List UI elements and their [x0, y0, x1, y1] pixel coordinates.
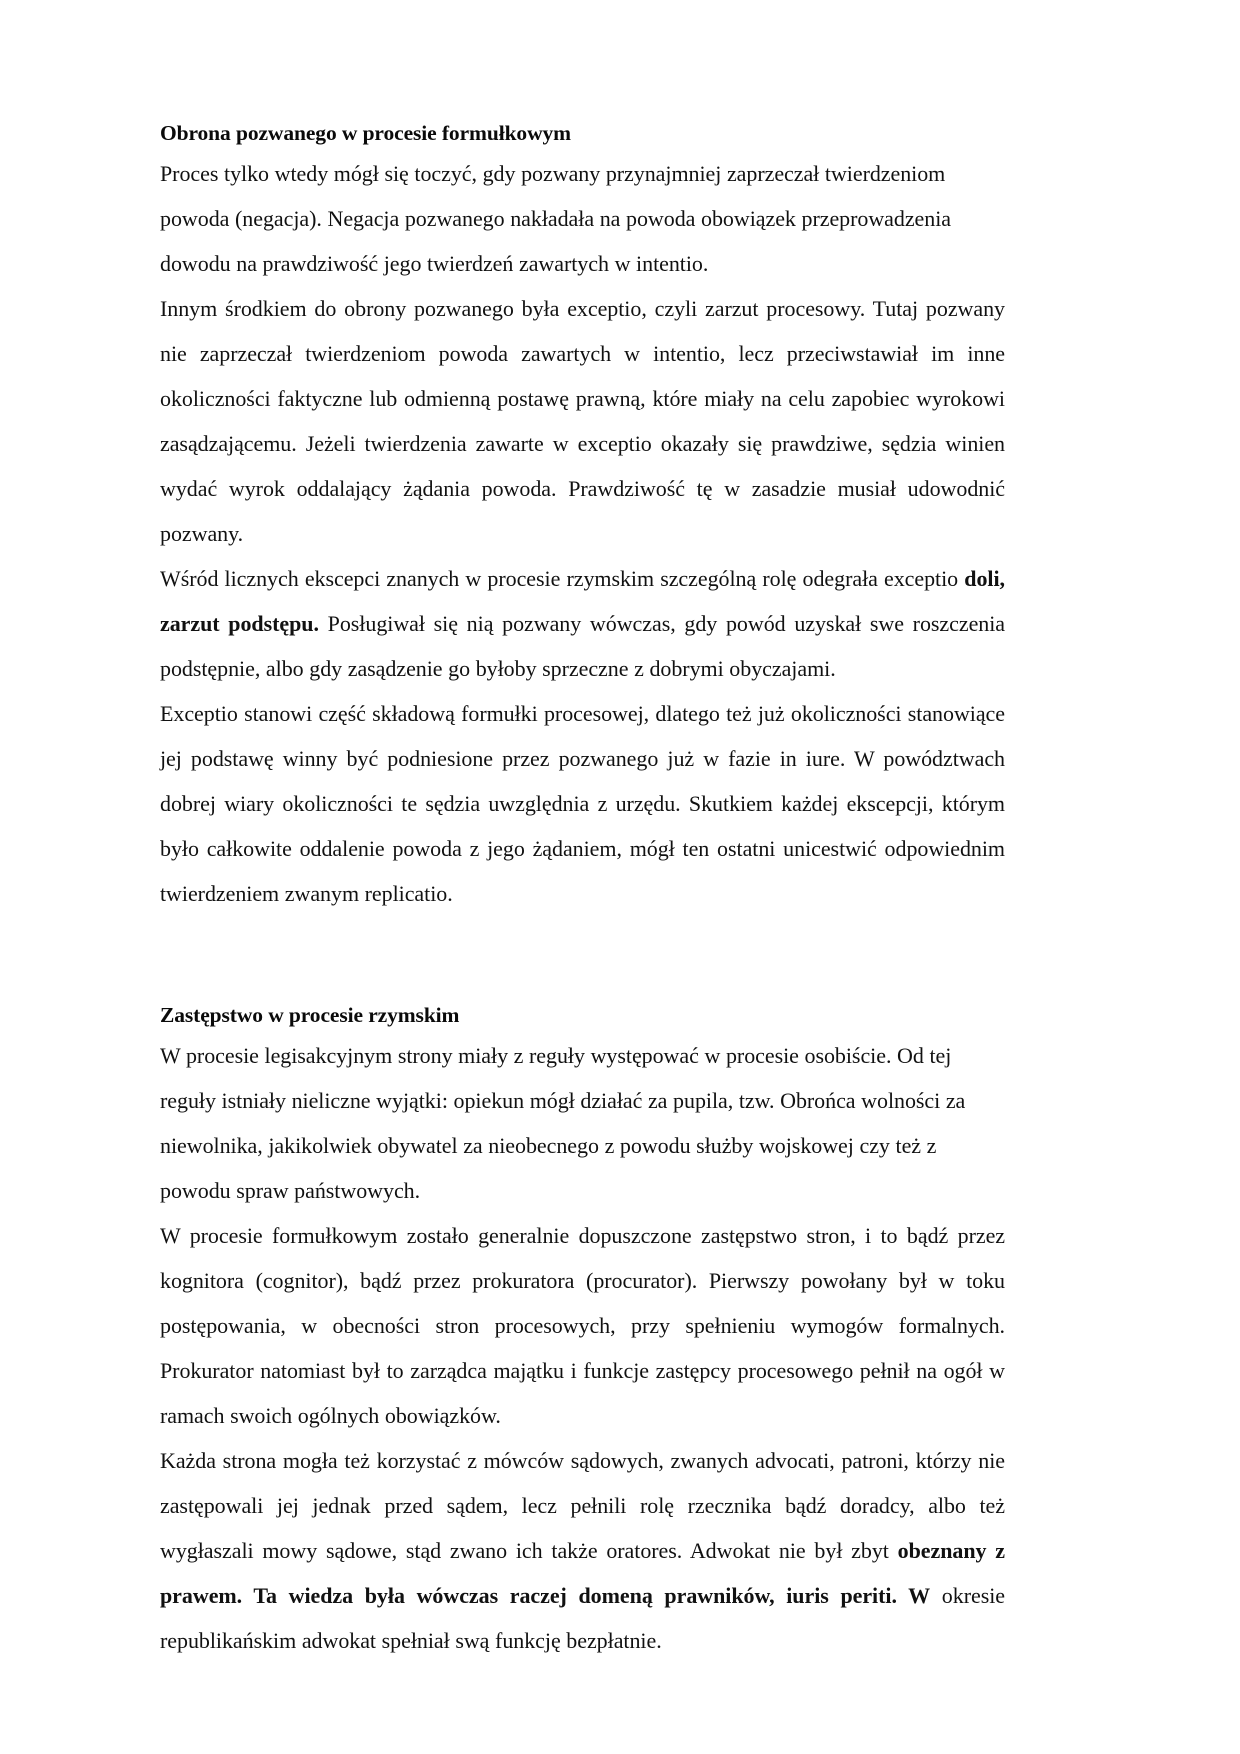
text-run: Exceptio stanowi część składową formułki procesowej, dlatego też już okoliczności stanowiące jej podstawę winny być podniesione przez pozwanego już w fazie in iure. W powództwach dobrej wiary okoliczności te sędzia uwzględnia z urzędu. Skutkiem każdej ekscepcji, którym było całkowite oddalenie powoda z jego żądaniem, mógł ten ostatni unicestwić odpowiednim twierdzeniem zwanym replicatio. [160, 700, 1005, 906]
section-heading: Zastępstwo w procesie rzymskim [160, 1002, 460, 1027]
document-body [160, 120, 1005, 1663]
paragraph [160, 691, 1005, 916]
paragraph [160, 151, 1005, 286]
paragraph [160, 1033, 1005, 1213]
text-run: W procesie formułkowym zostało generalnie dopuszczone zastępstwo stron, i to bądź przez kognitora (cognitor), bądź przez prokuratora (procurator). Pierwszy powołany był w toku postępowania, w obecności stron procesowych, przy spełnieniu wymogów formalnych. Prokurator natomiast był to zarządca majątku i funkcje zastępcy procesowego pełnił na ogół w ramach swoich ogólnych obowiązków. [160, 1222, 1005, 1428]
emphasis-run: obeznany z prawem. Ta wiedza była wówczas raczej domeną prawników, iuris periti. W [160, 1537, 1005, 1608]
text-run: Proces tylko wtedy mógł się toczyć, gdy pozwany przynajmniej zaprzeczał twierdzeniom powoda (negacja). Negacja pozwanego nakładała na powoda obowiązek przeprowadzenia dowodu na prawdziwość jego twierdzeń zawartych w intentio. [160, 160, 952, 276]
paragraph [160, 556, 1005, 691]
emphasis-run: doli, zarzut podstępu. [160, 565, 1005, 636]
text-run: Wśród licznych ekscepci znanych w procesie rzymskim szczególną rolę odegrała exceptio [160, 565, 965, 591]
text-run: Każda strona mogła też korzystać z mówców sądowych, zwanych advocati, patroni, którzy nie zastępowali jej jednak przed sądem, lecz pełnili rolę rzecznika bądź doradcy, albo też wygłaszali mowy sądowe, stąd zwano ich także oratores. Adwokat nie był zbyt [160, 1447, 1005, 1563]
text-run: Innym środkiem do obrony pozwanego była exceptio, czyli zarzut procesowy. Tutaj pozwany nie zaprzeczał twierdzeniom powoda zawartych w intentio, lecz przeciwstawiał im inne okoliczności faktyczne lub odmienną postawę prawną, które miały na celu zapobiec wyrokowi zasądzającemu. Jeżeli twierdzenia zawarte w exceptio okazały się prawdziwe, sędzia winien wydać wyrok oddalający żądania powoda. Prawdziwość tę w zasadzie musiał udowodnić pozwany. [160, 295, 1005, 546]
text-run: Posługiwał się nią pozwany wówczas, gdy powód uzyskał swe roszczenia podstępnie, albo gdy zasądzenie go byłoby sprzeczne z dobrymi obyczajami. [160, 610, 1006, 681]
paragraph [160, 286, 1005, 556]
section-heading: Obrona pozwanego w procesie formułkowym [160, 121, 571, 145]
paragraph [160, 1438, 1005, 1663]
section-spacer [160, 916, 1005, 1002]
text-run: okresie republikańskim adwokat spełniał swą funkcję bezpłatnie. [160, 1582, 1005, 1653]
paragraph [160, 1213, 1005, 1438]
text-run: W procesie legisakcyjnym strony miały z reguły występować w procesie osobiście. Od tej reguły istniały nieliczne wyjątki: opiekun mógł działać za pupila, tzw. Obrońca wolności za niewolnika, jakikolwiek obywatel za nieobecnego z powodu służby wojskowej czy też z powodu spraw państwowych. [160, 1042, 966, 1203]
